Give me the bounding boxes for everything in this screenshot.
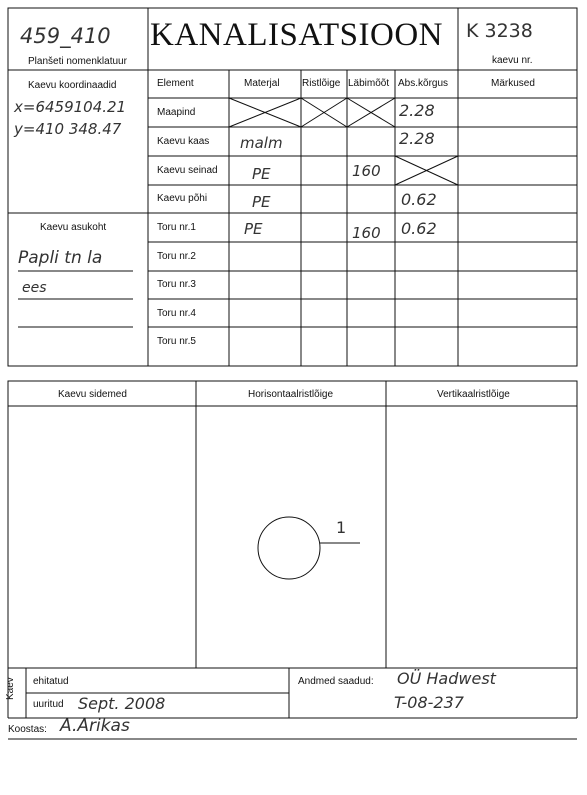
kaev-label: Kaev — [5, 677, 16, 700]
row-toru-4: Toru nr.4 — [157, 308, 196, 319]
andmed-label: Andmed saadud: — [298, 676, 374, 687]
cell-kaas-abs: 2.28 — [399, 129, 435, 148]
row-maapind: Maapind — [157, 107, 196, 118]
cell-pohi-materjal: PE — [252, 193, 271, 211]
col-ristloige: Ristlõige — [302, 78, 341, 89]
uuritud-value: Sept. 2008 — [78, 694, 166, 713]
location-line-1: Papli tn la — [18, 248, 103, 268]
andmed-value-1: OÜ Hadwest — [397, 669, 496, 688]
row-toru-1: Toru nr.1 — [157, 222, 196, 233]
coordinate-x: x=6459104.21 — [14, 98, 127, 116]
cell-maapind-abs: 2.28 — [399, 101, 435, 120]
well-circle — [258, 517, 320, 579]
cell-kaas-materjal: malm — [240, 134, 283, 152]
cell-seinad-materjal: PE — [252, 165, 271, 183]
uuritud-label: uuritud — [33, 699, 64, 710]
row-toru-2: Toru nr.2 — [157, 251, 196, 262]
col-markused: Märkused — [491, 78, 535, 89]
andmed-value-2: T-08-237 — [394, 693, 464, 712]
section-horisontaal: Horisontaalristlõige — [248, 389, 334, 400]
location-line-2: ees — [22, 280, 47, 296]
location-label: Kaevu asukoht — [40, 222, 107, 233]
row-toru-3: Toru nr.3 — [157, 279, 196, 290]
row-toru-5: Toru nr.5 — [157, 336, 196, 347]
cell-pohi-abs: 0.62 — [401, 190, 437, 209]
coordinates-label: Kaevu koordinaadid — [28, 80, 117, 91]
section-vertikaal: Vertikaalristlõige — [437, 389, 510, 400]
page-title: KANALISATSIOON — [150, 17, 443, 53]
pipe-label: 1 — [336, 518, 347, 537]
nomenclature-label: Planšeti nomenklatuur — [28, 56, 127, 67]
koostas-value: A.Arikas — [60, 716, 130, 736]
col-abs-korgus: Abs.kõrgus — [398, 78, 449, 89]
row-kaevu-kaas: Kaevu kaas — [157, 136, 210, 147]
sections-frame — [8, 381, 577, 668]
cell-toru1-abs: 0.62 — [401, 219, 437, 238]
section-sidemed: Kaevu sidemed — [58, 389, 127, 400]
cell-toru1-materjal: PE — [244, 220, 263, 238]
cell-toru1-labimoot: 160 — [352, 224, 381, 242]
coordinate-y: y=410 348.47 — [14, 120, 122, 138]
row-kaevu-seinad: Kaevu seinad — [157, 165, 218, 176]
ehitatud-label: ehitatud — [33, 676, 69, 687]
koostas-label: Koostas: — [8, 724, 47, 735]
col-materjal: Materjal — [244, 78, 280, 89]
nomenclature-value: 459_410 — [20, 24, 111, 48]
well-number-label: kaevu nr. — [492, 55, 533, 66]
col-labimoot: Läbimõõt — [348, 78, 390, 89]
well-number: K 3238 — [466, 20, 533, 42]
row-kaevu-pohi: Kaevu põhi — [157, 193, 208, 204]
cell-seinad-labimoot: 160 — [352, 162, 381, 180]
col-element: Element — [157, 78, 194, 89]
